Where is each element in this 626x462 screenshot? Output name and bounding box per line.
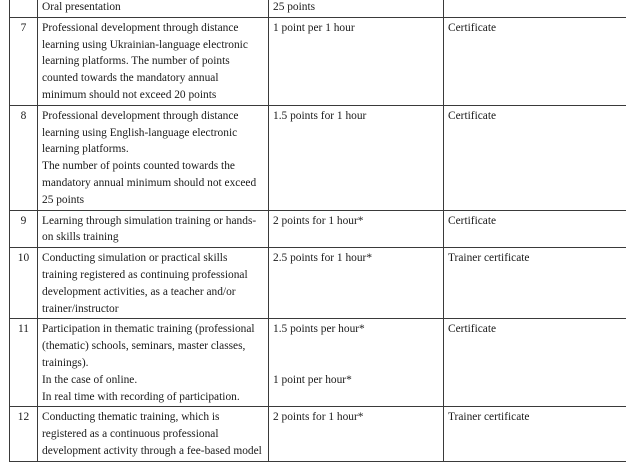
activity-line: counted towards the mandatory annual [42, 70, 264, 87]
activity-line: Learning through simulation training or hands- [42, 213, 264, 230]
activity-line: The number of points counted towards the [42, 158, 264, 175]
points-spacer [273, 338, 439, 355]
activity-line: In real time with recording of participation. [42, 389, 264, 406]
activity-line: learning platforms. The number of points [42, 53, 264, 70]
activity-line: Professional development through distance [42, 108, 264, 125]
points-text: 2 points for 1 hour* [273, 409, 439, 426]
activity-cell [38, 105, 269, 210]
activity-line: Professional development through distance [42, 20, 264, 37]
points-cell [269, 248, 444, 319]
activity-line: development activities, as a teacher and/or [42, 284, 264, 301]
points-cell [269, 407, 444, 461]
row-number-cell: 7 [10, 17, 38, 105]
activity-line: learning using English-language electronic [42, 125, 264, 142]
table-row [10, 0, 626, 17]
row-number-cell [10, 0, 38, 17]
row-number-cell: 10 [10, 248, 38, 319]
activity-line: learning platforms. [42, 141, 264, 158]
activity-line: Participation in thematic training (professional [42, 321, 264, 338]
row-number-cell: 11 [10, 319, 38, 407]
document-cell: Certificate [444, 210, 626, 248]
row-number-cell: 8 [10, 105, 38, 210]
document-cell [444, 0, 626, 17]
activity-line: on skills training [42, 229, 264, 246]
activity-cell [38, 0, 269, 17]
points-text: 1.5 points per hour* [273, 321, 439, 338]
table-row [10, 17, 626, 105]
points-cell [269, 105, 444, 210]
activity-cell [38, 248, 269, 319]
points-cell [269, 210, 444, 248]
document-cell: Certificate [444, 319, 626, 407]
activity-line: mandatory annual minimum should not exceed [42, 175, 264, 192]
document-cell: Certificate [444, 105, 626, 210]
table-row [10, 248, 626, 319]
activity-line: 25 points [42, 192, 264, 209]
activity-line: (thematic) schools, seminars, master classes, [42, 338, 264, 355]
document-cell: Trainer certificate [444, 248, 626, 319]
points-text: 1 point per hour* [273, 372, 439, 389]
points-text: 25 points [273, 0, 439, 16]
activity-line: Conducting thematic training, which is [42, 409, 264, 426]
points-spacer [273, 355, 439, 372]
activity-cell [38, 17, 269, 105]
document-cell: Trainer certificate [444, 407, 626, 461]
activity-cell [38, 210, 269, 248]
document-page [9, 0, 626, 462]
activity-line: In the case of online. [42, 372, 264, 389]
points-text: 2 points for 1 hour* [273, 213, 439, 230]
table-row [10, 105, 626, 210]
activity-cell [38, 407, 269, 461]
activity-line: development activity through a fee-based model [42, 443, 264, 460]
points-cell [269, 319, 444, 407]
activity-line: learning using Ukrainian-language electronic [42, 37, 264, 54]
activity-cell [38, 319, 269, 407]
activity-line: trainer/instructor [42, 301, 264, 318]
activity-line: trainings). [42, 355, 264, 372]
points-text: 1 point per 1 hour [273, 20, 439, 37]
points-cell [269, 0, 444, 17]
activity-line: minimum should not exceed 20 points [42, 87, 264, 104]
row-number-cell: 9 [10, 210, 38, 248]
points-text: 1.5 points for 1 hour [273, 108, 439, 125]
activity-line: registered as a continuous professional [42, 426, 264, 443]
points-cell [269, 17, 444, 105]
table-row [10, 319, 626, 407]
table-row [10, 407, 626, 461]
activity-text: Oral presentation [42, 0, 264, 16]
activity-line: training registered as continuing professional [42, 267, 264, 284]
points-text: 2.5 points for 1 hour* [273, 250, 439, 267]
table-row [10, 210, 626, 248]
document-cell: Certificate [444, 17, 626, 105]
row-number-cell: 12 [10, 407, 38, 461]
points-table [9, 0, 626, 462]
activity-line: Conducting simulation or practical skills [42, 250, 264, 267]
